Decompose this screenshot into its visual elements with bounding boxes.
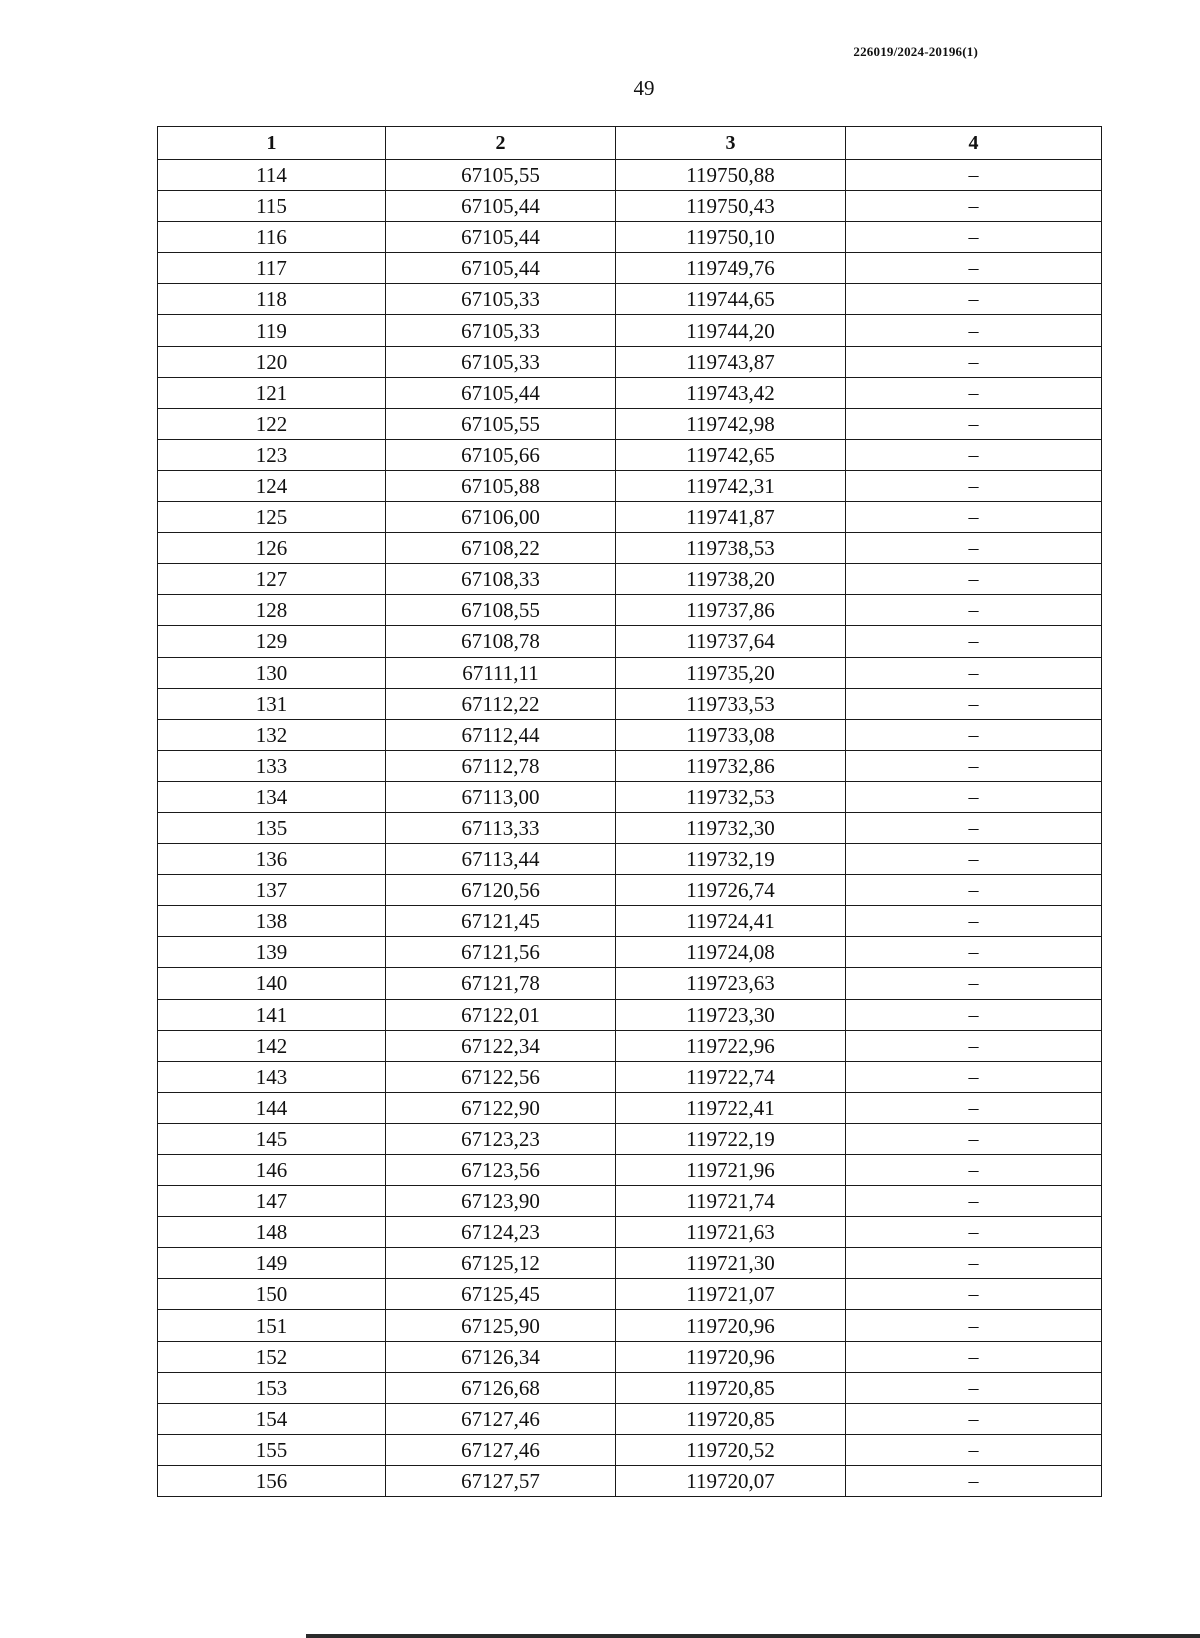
document-id: 226019/2024-20196(1) — [853, 44, 978, 59]
x-coordinate-cell: 67125,45 — [386, 1279, 616, 1310]
point-number-cell: 140 — [158, 968, 386, 999]
note-cell: – — [846, 626, 1102, 657]
point-number-cell: 134 — [158, 781, 386, 812]
table-row — [158, 906, 1102, 937]
table-row — [158, 408, 1102, 439]
x-coordinate-cell: 67112,78 — [386, 750, 616, 781]
y-coordinate-cell: 119750,10 — [616, 222, 846, 253]
note-cell: – — [846, 750, 1102, 781]
table-row — [158, 1310, 1102, 1341]
point-number-cell: 129 — [158, 626, 386, 657]
note-cell: – — [846, 315, 1102, 346]
note-cell: – — [846, 1155, 1102, 1186]
note-cell: – — [846, 1030, 1102, 1061]
y-coordinate-cell: 119721,63 — [616, 1217, 846, 1248]
point-number-cell: 132 — [158, 719, 386, 750]
point-number-cell: 139 — [158, 937, 386, 968]
y-coordinate-cell: 119742,65 — [616, 439, 846, 470]
note-cell: – — [846, 1465, 1102, 1496]
note-cell: – — [846, 688, 1102, 719]
table-row — [158, 222, 1102, 253]
note-cell: – — [846, 657, 1102, 688]
point-number-cell: 144 — [158, 1092, 386, 1123]
table-row — [158, 1403, 1102, 1434]
note-cell: – — [846, 533, 1102, 564]
table-row — [158, 812, 1102, 843]
x-coordinate-cell: 67113,44 — [386, 844, 616, 875]
y-coordinate-cell: 119721,07 — [616, 1279, 846, 1310]
point-number-cell: 133 — [158, 750, 386, 781]
point-number-cell: 154 — [158, 1403, 386, 1434]
y-coordinate-cell: 119720,96 — [616, 1310, 846, 1341]
point-number-cell: 130 — [158, 657, 386, 688]
point-number-cell: 115 — [158, 191, 386, 222]
y-coordinate-cell: 119732,86 — [616, 750, 846, 781]
y-coordinate-cell: 119721,74 — [616, 1186, 846, 1217]
note-cell: – — [846, 284, 1102, 315]
x-coordinate-cell: 67121,78 — [386, 968, 616, 999]
note-cell: – — [846, 160, 1102, 191]
x-coordinate-cell: 67108,33 — [386, 564, 616, 595]
y-coordinate-cell: 119742,31 — [616, 470, 846, 501]
y-coordinate-cell: 119724,41 — [616, 906, 846, 937]
note-cell: – — [846, 906, 1102, 937]
y-coordinate-cell: 119732,19 — [616, 844, 846, 875]
y-coordinate-cell: 119750,88 — [616, 160, 846, 191]
table-row — [158, 968, 1102, 999]
table-row — [158, 1030, 1102, 1061]
note-cell: – — [846, 502, 1102, 533]
y-coordinate-cell: 119733,53 — [616, 688, 846, 719]
point-number-cell: 127 — [158, 564, 386, 595]
x-coordinate-cell: 67124,23 — [386, 1217, 616, 1248]
y-coordinate-cell: 119738,20 — [616, 564, 846, 595]
x-coordinate-cell: 67105,33 — [386, 346, 616, 377]
point-number-cell: 143 — [158, 1061, 386, 1092]
table-row — [158, 1434, 1102, 1465]
table-row — [158, 750, 1102, 781]
note-cell: – — [846, 1341, 1102, 1372]
point-number-cell: 136 — [158, 844, 386, 875]
table-row — [158, 595, 1102, 626]
x-coordinate-cell: 67125,90 — [386, 1310, 616, 1341]
y-coordinate-cell: 119743,87 — [616, 346, 846, 377]
x-coordinate-cell: 67105,66 — [386, 439, 616, 470]
note-cell: – — [846, 191, 1102, 222]
x-coordinate-cell: 67105,44 — [386, 253, 616, 284]
table-row — [158, 1279, 1102, 1310]
point-number-cell: 128 — [158, 595, 386, 626]
x-coordinate-cell: 67112,22 — [386, 688, 616, 719]
note-cell: – — [846, 937, 1102, 968]
y-coordinate-cell: 119720,52 — [616, 1434, 846, 1465]
x-coordinate-cell: 67126,68 — [386, 1372, 616, 1403]
point-number-cell: 137 — [158, 875, 386, 906]
table-body — [158, 160, 1102, 1497]
table-row — [158, 1092, 1102, 1123]
y-coordinate-cell: 119720,07 — [616, 1465, 846, 1496]
x-coordinate-cell: 67127,46 — [386, 1403, 616, 1434]
table-row — [158, 688, 1102, 719]
table-row — [158, 1372, 1102, 1403]
y-coordinate-cell: 119741,87 — [616, 502, 846, 533]
header-col-3: 3 — [616, 127, 846, 160]
table-row — [158, 315, 1102, 346]
x-coordinate-cell: 67105,44 — [386, 222, 616, 253]
note-cell: – — [846, 781, 1102, 812]
note-cell: – — [846, 439, 1102, 470]
x-coordinate-cell: 67127,57 — [386, 1465, 616, 1496]
point-number-cell: 114 — [158, 160, 386, 191]
table-row — [158, 439, 1102, 470]
x-coordinate-cell: 67108,22 — [386, 533, 616, 564]
y-coordinate-cell: 119737,64 — [616, 626, 846, 657]
x-coordinate-cell: 67113,33 — [386, 812, 616, 843]
y-coordinate-cell: 119721,96 — [616, 1155, 846, 1186]
table-row — [158, 502, 1102, 533]
x-coordinate-cell: 67122,90 — [386, 1092, 616, 1123]
y-coordinate-cell: 119724,08 — [616, 937, 846, 968]
note-cell: – — [846, 595, 1102, 626]
table-row — [158, 657, 1102, 688]
table-row — [158, 284, 1102, 315]
point-number-cell: 155 — [158, 1434, 386, 1465]
note-cell: – — [846, 1248, 1102, 1279]
x-coordinate-cell: 67123,56 — [386, 1155, 616, 1186]
y-coordinate-cell: 119722,19 — [616, 1123, 846, 1154]
y-coordinate-cell: 119723,63 — [616, 968, 846, 999]
note-cell: – — [846, 1372, 1102, 1403]
table-row — [158, 1061, 1102, 1092]
x-coordinate-cell: 67123,23 — [386, 1123, 616, 1154]
point-number-cell: 150 — [158, 1279, 386, 1310]
y-coordinate-cell: 119738,53 — [616, 533, 846, 564]
y-coordinate-cell: 119743,42 — [616, 377, 846, 408]
x-coordinate-cell: 67105,55 — [386, 408, 616, 439]
note-cell: – — [846, 1217, 1102, 1248]
note-cell: – — [846, 1403, 1102, 1434]
note-cell: – — [846, 1061, 1102, 1092]
y-coordinate-cell: 119726,74 — [616, 875, 846, 906]
note-cell: – — [846, 470, 1102, 501]
y-coordinate-cell: 119720,96 — [616, 1341, 846, 1372]
x-coordinate-cell: 67125,12 — [386, 1248, 616, 1279]
note-cell: – — [846, 1092, 1102, 1123]
point-number-cell: 121 — [158, 377, 386, 408]
point-number-cell: 135 — [158, 812, 386, 843]
point-number-cell: 152 — [158, 1341, 386, 1372]
note-cell: – — [846, 844, 1102, 875]
x-coordinate-cell: 67127,46 — [386, 1434, 616, 1465]
point-number-cell: 116 — [158, 222, 386, 253]
header-col-4: 4 — [846, 127, 1102, 160]
table-row — [158, 875, 1102, 906]
y-coordinate-cell: 119723,30 — [616, 999, 846, 1030]
x-coordinate-cell: 67105,55 — [386, 160, 616, 191]
note-cell: – — [846, 222, 1102, 253]
scan-edge-line — [306, 1634, 1200, 1638]
note-cell: – — [846, 1310, 1102, 1341]
header-col-1: 1 — [158, 127, 386, 160]
table-row — [158, 346, 1102, 377]
point-number-cell: 124 — [158, 470, 386, 501]
point-number-cell: 156 — [158, 1465, 386, 1496]
coordinates-table — [157, 126, 1102, 1497]
y-coordinate-cell: 119720,85 — [616, 1372, 846, 1403]
table-row — [158, 1155, 1102, 1186]
note-cell: – — [846, 346, 1102, 377]
point-number-cell: 141 — [158, 999, 386, 1030]
x-coordinate-cell: 67111,11 — [386, 657, 616, 688]
y-coordinate-cell: 119742,98 — [616, 408, 846, 439]
table-row — [158, 160, 1102, 191]
note-cell: – — [846, 377, 1102, 408]
y-coordinate-cell: 119733,08 — [616, 719, 846, 750]
note-cell: – — [846, 1186, 1102, 1217]
header-col-2: 2 — [386, 127, 616, 160]
x-coordinate-cell: 67105,44 — [386, 191, 616, 222]
note-cell: – — [846, 968, 1102, 999]
point-number-cell: 146 — [158, 1155, 386, 1186]
table-row — [158, 1123, 1102, 1154]
x-coordinate-cell: 67122,01 — [386, 999, 616, 1030]
note-cell: – — [846, 1123, 1102, 1154]
x-coordinate-cell: 67105,33 — [386, 284, 616, 315]
y-coordinate-cell: 119732,53 — [616, 781, 846, 812]
table-row — [158, 377, 1102, 408]
table-row — [158, 191, 1102, 222]
table-row — [158, 844, 1102, 875]
table-row — [158, 781, 1102, 812]
table-row — [158, 253, 1102, 284]
table-row — [158, 937, 1102, 968]
table-row — [158, 1341, 1102, 1372]
point-number-cell: 117 — [158, 253, 386, 284]
x-coordinate-cell: 67105,88 — [386, 470, 616, 501]
note-cell: – — [846, 408, 1102, 439]
table-header-row — [158, 127, 1102, 160]
y-coordinate-cell: 119749,76 — [616, 253, 846, 284]
y-coordinate-cell: 119735,20 — [616, 657, 846, 688]
x-coordinate-cell: 67122,34 — [386, 1030, 616, 1061]
y-coordinate-cell: 119744,20 — [616, 315, 846, 346]
point-number-cell: 131 — [158, 688, 386, 719]
table-row — [158, 626, 1102, 657]
x-coordinate-cell: 67105,44 — [386, 377, 616, 408]
note-cell: – — [846, 1434, 1102, 1465]
y-coordinate-cell: 119720,85 — [616, 1403, 846, 1434]
x-coordinate-cell: 67108,55 — [386, 595, 616, 626]
note-cell: – — [846, 999, 1102, 1030]
note-cell: – — [846, 719, 1102, 750]
x-coordinate-cell: 67121,45 — [386, 906, 616, 937]
point-number-cell: 149 — [158, 1248, 386, 1279]
x-coordinate-cell: 67108,78 — [386, 626, 616, 657]
point-number-cell: 118 — [158, 284, 386, 315]
y-coordinate-cell: 119721,30 — [616, 1248, 846, 1279]
table-row — [158, 1217, 1102, 1248]
point-number-cell: 126 — [158, 533, 386, 564]
x-coordinate-cell: 67113,00 — [386, 781, 616, 812]
table-row — [158, 470, 1102, 501]
page-number: 49 — [633, 76, 655, 100]
note-cell: – — [846, 875, 1102, 906]
table-row — [158, 999, 1102, 1030]
note-cell: – — [846, 564, 1102, 595]
y-coordinate-cell: 119722,96 — [616, 1030, 846, 1061]
point-number-cell: 148 — [158, 1217, 386, 1248]
x-coordinate-cell: 67106,00 — [386, 502, 616, 533]
point-number-cell: 123 — [158, 439, 386, 470]
table-row — [158, 564, 1102, 595]
x-coordinate-cell: 67126,34 — [386, 1341, 616, 1372]
point-number-cell: 142 — [158, 1030, 386, 1061]
table-row — [158, 1248, 1102, 1279]
table-row — [158, 1465, 1102, 1496]
x-coordinate-cell: 67105,33 — [386, 315, 616, 346]
y-coordinate-cell: 119737,86 — [616, 595, 846, 626]
y-coordinate-cell: 119732,30 — [616, 812, 846, 843]
y-coordinate-cell: 119722,74 — [616, 1061, 846, 1092]
point-number-cell: 145 — [158, 1123, 386, 1154]
note-cell: – — [846, 812, 1102, 843]
point-number-cell: 125 — [158, 502, 386, 533]
x-coordinate-cell: 67112,44 — [386, 719, 616, 750]
note-cell: – — [846, 253, 1102, 284]
note-cell: – — [846, 1279, 1102, 1310]
table-row — [158, 719, 1102, 750]
point-number-cell: 120 — [158, 346, 386, 377]
x-coordinate-cell: 67121,56 — [386, 937, 616, 968]
point-number-cell: 119 — [158, 315, 386, 346]
point-number-cell: 138 — [158, 906, 386, 937]
table-row — [158, 533, 1102, 564]
x-coordinate-cell: 67122,56 — [386, 1061, 616, 1092]
x-coordinate-cell: 67123,90 — [386, 1186, 616, 1217]
point-number-cell: 147 — [158, 1186, 386, 1217]
table-row — [158, 1186, 1102, 1217]
y-coordinate-cell: 119722,41 — [616, 1092, 846, 1123]
x-coordinate-cell: 67120,56 — [386, 875, 616, 906]
y-coordinate-cell: 119744,65 — [616, 284, 846, 315]
point-number-cell: 153 — [158, 1372, 386, 1403]
y-coordinate-cell: 119750,43 — [616, 191, 846, 222]
point-number-cell: 122 — [158, 408, 386, 439]
point-number-cell: 151 — [158, 1310, 386, 1341]
